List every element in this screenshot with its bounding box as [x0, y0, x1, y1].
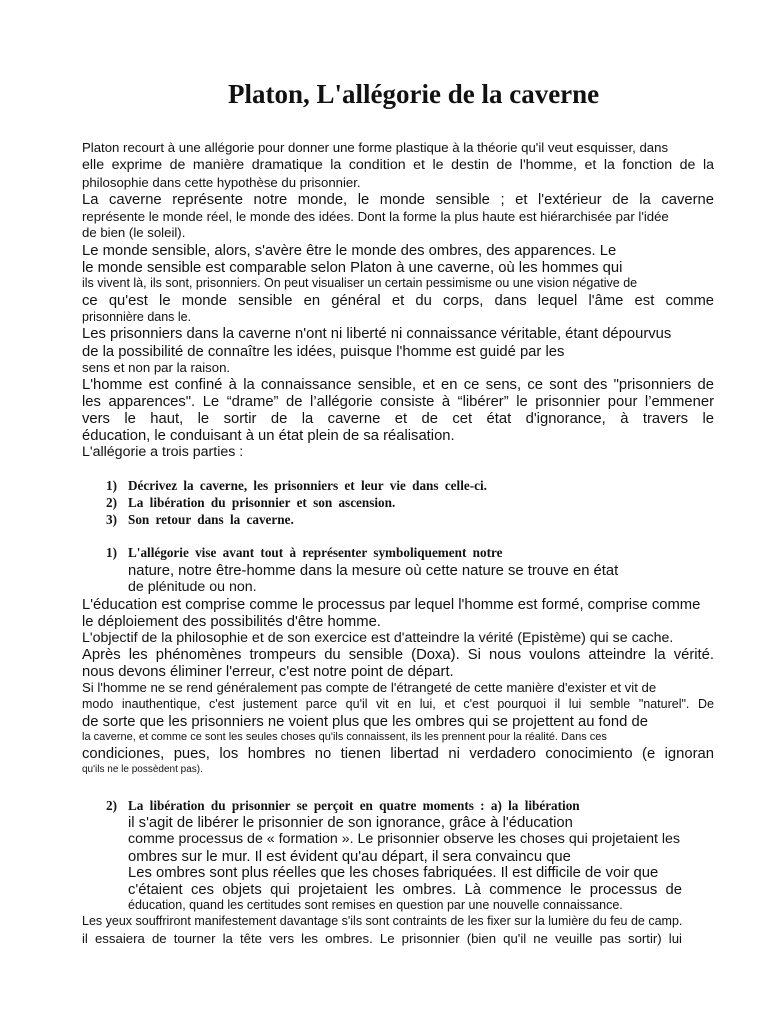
list-item	[106, 512, 738, 528]
text-line: Platon recourt à une allégorie pour donner une forme plastique à la théorie qu'il veut esquisser, dans	[82, 140, 669, 155]
document-title: Platon, L'allégorie de la caverne	[228, 79, 600, 109]
list-item	[106, 495, 738, 511]
text-line: la caverne, et comme ce sont les seules choses qu'ils connaissent, ils les prennent pour la réalité. Dans ces	[82, 731, 607, 743]
text-line: ombres sur le mur. Il est évident qu'au départ, il sera convaincu que	[128, 849, 571, 865]
text-line: L'éducation est comprise comme le processus par lequel l'homme est formé, comprise comme	[82, 597, 701, 613]
text-line: comme processus de « formation ». Le prisonnier observe les choses qui projetaient les	[128, 831, 681, 847]
section-heading	[106, 798, 706, 814]
section-number: 2)	[106, 798, 117, 813]
text-line: modo inauthentique, c'est justement parce qu'il vit en lui, et c'est pourquoi il lui semble "naturel". De	[82, 697, 714, 711]
text-line: de sorte que les prisonniers ne voient plus que les ombres qui se projettent au fond de	[82, 714, 648, 730]
text-line: Les yeux souffriront manifestement davantage s'ils sont contraints de les fixer sur la lumière du feu de camp.	[82, 914, 683, 928]
list-number: 1)	[106, 478, 117, 493]
text-line: philosophie dans cette hypothèse du prisonnier.	[82, 175, 361, 190]
text-line: il essaiera de tourner la tête vers les ombres. Le prisonnier (bien qu'il ne veuille pas sortir) lui	[82, 931, 682, 946]
text-line: La caverne représente notre monde, le monde sensible ; et l'extérieur de la caverne	[82, 192, 714, 208]
text-line: ce qu'est le monde sensible en général et du corps, dans lequel l'âme est comme	[82, 293, 714, 309]
text-line: c'étaient ces objets qui projetaient les ombres. Là commence le processus de	[128, 882, 682, 898]
text-line: le monde sensible est comparable selon Platon à une caverne, où les hommes qui	[82, 260, 623, 276]
text-line: de bien (le soleil).	[82, 225, 186, 240]
section-number: 1)	[106, 545, 117, 560]
text-line: Le monde sensible, alors, s'avère être le monde des ombres, des apparences. Le	[82, 243, 617, 259]
section-heading-text: La libération du prisonnier se perçoit en quatre moments : a) la libération	[128, 798, 580, 813]
text-line: sens et non par la raison.	[82, 360, 231, 375]
text-line: représente le monde réel, le monde des idées. Dont la forme la plus haute est hiérarchisée par l'idée	[82, 209, 669, 224]
text-line: L'objectif de la philosophie et de son exercice est d'atteindre la vérité (Epistème) qui se cache.	[82, 630, 674, 646]
section-heading-text: L'allégorie vise avant tout à représenter symboliquement notre	[128, 545, 503, 560]
text-line: de la possibilité de connaître les idées, puisque l'homme est guidé par les	[82, 344, 565, 360]
list-number: 2)	[106, 495, 117, 510]
text-line: L'allégorie a trois parties :	[82, 444, 244, 460]
text-line: éducation, quand les certitudes sont remises en question par une nouvelle connaissance.	[128, 898, 623, 912]
text-line: nature, notre être-homme dans la mesure où cette nature se trouve en état	[128, 563, 619, 579]
text-line: les apparences". Le “drame” de l’allégorie consiste à “libérer” le prisonnier pour l’emmener	[82, 394, 714, 410]
text-line: prisonnière dans le.	[82, 310, 192, 324]
text-line: vers le haut, le sortir de la caverne et de cet état d'ignorance, à travers le	[82, 411, 714, 427]
list-item	[106, 478, 738, 494]
list-text: Son retour dans la caverne.	[128, 512, 294, 527]
list-text: La libération du prisonnier et son ascension.	[128, 495, 396, 510]
text-line: condiciones, pues, los hombres no tienen libertad ni verdadero conocimiento (e ignoran	[82, 746, 714, 762]
text-line: L'homme est confiné à la connaissance sensible, et en ce sens, ce sont des "prisonniers de	[82, 377, 714, 393]
text-line: Après les phénomènes trompeurs du sensible (Doxa). Si nous voulons atteindre la vérité.	[82, 647, 714, 663]
text-line: nous devons éliminer l'erreur, c'est notre point de départ.	[82, 664, 454, 680]
text-line: Les prisonniers dans la caverne n'ont ni liberté ni connaissance véritable, étant dépourvus	[82, 326, 672, 342]
list-text: Décrivez la caverne, les prisonniers et leur vie dans celle-ci.	[128, 478, 487, 493]
text-line: il s'agit de libérer le prisonnier de son ignorance, grâce à l'éducation	[128, 815, 573, 831]
text-line: ils vivent là, ils sont, prisonniers. On peut visualiser un certain pessimisme ou une vision négative de	[82, 276, 638, 290]
text-line: éducation, le conduisant à un état plein de sa réalisation.	[82, 428, 455, 444]
text-line: elle exprime de manière dramatique la condition et le destin de l'homme, et la fonction de la	[82, 157, 714, 173]
list-number: 3)	[106, 512, 117, 527]
text-line: de plénitude ou non.	[128, 579, 257, 595]
text-line: Si l'homme ne se rend généralement pas compte de l'étrangeté de cette manière d'exister et vit de	[82, 680, 657, 695]
section-heading	[106, 545, 738, 561]
text-line: qu'ils ne le possèdent pas).	[82, 764, 203, 775]
text-line: le déploiement des possibilités d'être homme.	[82, 614, 381, 630]
text-line: Les ombres sont plus réelles que les choses fabriquées. Il est difficile de voir que	[128, 865, 659, 881]
